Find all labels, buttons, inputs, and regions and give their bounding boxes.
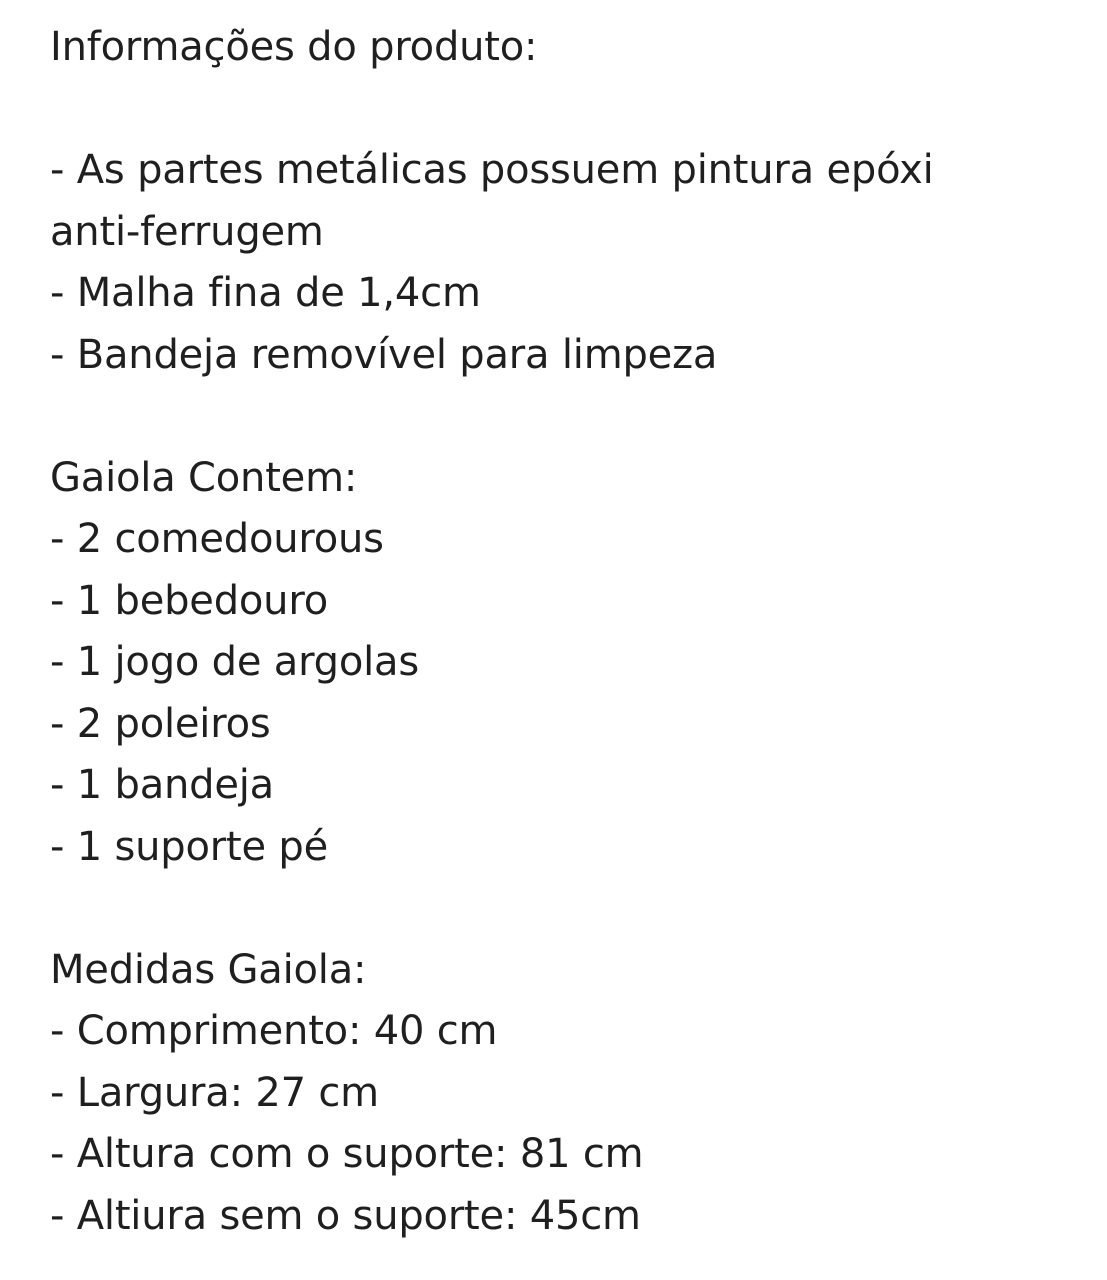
product-info-heading: Informações do produto: [50, 24, 538, 70]
measures-heading: Medidas Gaiola: [50, 946, 367, 993]
measures-item: - Largura: 27 cm [50, 1069, 379, 1116]
spacer [50, 878, 1070, 940]
info-item: - Bandeja removível para limpeza [50, 331, 718, 378]
contents-heading: Gaiola Contem: [50, 454, 358, 501]
spacer [50, 386, 1070, 448]
measures-item: - Altiura sem o suporte: 45cm [50, 1192, 641, 1239]
info-item-continuation: anti-ferrugem [50, 208, 324, 255]
contents-item: - 1 bebedouro [50, 577, 328, 624]
info-item: - Malha fina de 1,4cm [50, 270, 481, 316]
measures-item: - Comprimento: 40 cm [50, 1008, 498, 1054]
contents-item: - 1 bandeja [50, 762, 274, 808]
product-description [50, 17, 1070, 1247]
info-item: - As partes metálicas possuem pintura epóxi [50, 147, 934, 193]
contents-item: - 1 jogo de argolas [50, 639, 419, 685]
contents-item: - 2 poleiros [50, 700, 271, 747]
spacer [50, 79, 1070, 141]
contents-item: - 1 suporte pé [50, 823, 329, 870]
contents-item: - 2 comedourous [50, 516, 384, 562]
measures-item: - Altura com o suporte: 81 cm [50, 1131, 644, 1177]
